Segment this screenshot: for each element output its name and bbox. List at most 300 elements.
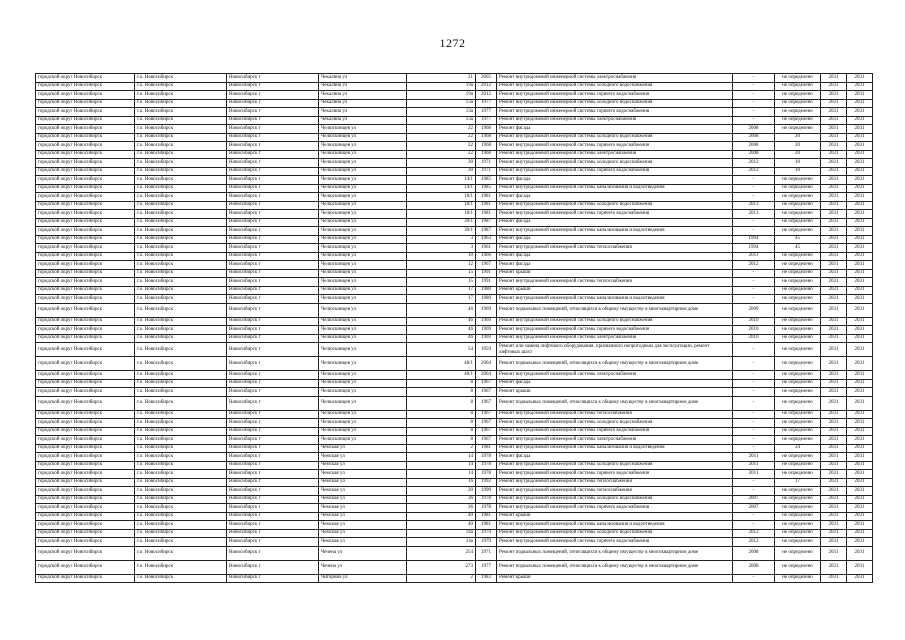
- cell-house: 254: [407, 546, 476, 560]
- cell-last-repair-year: -: [733, 478, 775, 487]
- cell-municipality: городской округ Новосибирск: [36, 82, 135, 91]
- cell-plan-end: 2031: [847, 427, 873, 436]
- cell-municipality: городской округ Новосибирск: [36, 529, 135, 538]
- cell-last-repair-year: -: [733, 388, 775, 397]
- cell-plan-end: 2031: [847, 444, 873, 453]
- cell-wear: не определено: [775, 116, 821, 125]
- cell-plan-end: 2031: [847, 133, 873, 142]
- cell-work-type: Ремонт фасада: [497, 193, 733, 202]
- cell-year: 1969: [476, 334, 497, 343]
- cell-plan-end: 2031: [847, 504, 873, 513]
- cell-plan-start: 2031: [821, 99, 847, 108]
- cell-plan-start: 2031: [821, 201, 847, 210]
- cell-street: Челюскинцев ул: [319, 303, 407, 317]
- cell-city: Новосибирск г: [227, 546, 319, 560]
- cell-street: Челюскинцев ул: [319, 201, 407, 210]
- cell-house: 22: [407, 150, 476, 159]
- cell-work-type: Ремонт внутридомовой инженерной системы теплоснабжения: [497, 244, 733, 253]
- cell-wear: не определено: [775, 357, 821, 371]
- cell-plan-start: 2031: [821, 546, 847, 560]
- cell-last-repair-year: -: [733, 269, 775, 278]
- cell-district: г.о. Новосибирск: [135, 116, 227, 125]
- cell-year: 1967: [476, 410, 497, 419]
- cell-municipality: городской округ Новосибирск: [36, 159, 135, 168]
- cell-district: г.о. Новосибирск: [135, 235, 227, 244]
- cell-district: г.о. Новосибирск: [135, 317, 227, 326]
- table-row: [36, 261, 873, 270]
- cell-year: 1979: [476, 538, 497, 547]
- cell-city: Новосибирск г: [227, 210, 319, 219]
- cell-house: 30/1: [407, 218, 476, 227]
- table-row: [36, 201, 873, 210]
- cell-plan-start: 2031: [821, 357, 847, 371]
- cell-house: 14: [407, 453, 476, 462]
- cell-house: 46: [407, 334, 476, 343]
- cell-municipality: городской округ Новосибирск: [36, 125, 135, 134]
- cell-work-type: Ремонт фасада: [497, 261, 733, 270]
- cell-last-repair-year: -: [733, 574, 775, 583]
- cell-plan-end: 2031: [847, 396, 873, 410]
- cell-last-repair-year: 2009: [733, 303, 775, 317]
- cell-work-type: Ремонт внутридомовой инженерной системы канализования и водоотведения: [497, 521, 733, 530]
- cell-municipality: городской округ Новосибирск: [36, 478, 135, 487]
- cell-last-repair-year: 2011: [733, 252, 775, 261]
- table-row: [36, 504, 873, 513]
- cell-wear: 24: [775, 444, 821, 453]
- cell-plan-start: 2031: [821, 574, 847, 583]
- cell-district: г.о. Новосибирск: [135, 444, 227, 453]
- cell-municipality: городской округ Новосибирск: [36, 244, 135, 253]
- cell-wear: не определено: [775, 521, 821, 530]
- cell-wear: 17: [775, 478, 821, 487]
- table-row: [36, 125, 873, 134]
- cell-city: Новосибирск г: [227, 371, 319, 380]
- cell-district: г.о. Новосибирск: [135, 261, 227, 270]
- cell-last-repair-year: -: [733, 427, 775, 436]
- cell-year: 1991: [476, 278, 497, 287]
- table-row: [36, 184, 873, 193]
- cell-street: Чемская ул: [319, 495, 407, 504]
- cell-wear: не определено: [775, 269, 821, 278]
- cell-municipality: городской округ Новосибирск: [36, 116, 135, 125]
- cell-municipality: городской округ Новосибирск: [36, 150, 135, 159]
- cell-municipality: городской округ Новосибирск: [36, 334, 135, 343]
- cell-street: Челюскинцев ул: [319, 176, 407, 185]
- cell-municipality: городской округ Новосибирск: [36, 108, 135, 117]
- cell-work-type: Ремонт внутридомовой инженерной системы холодного водоснабжения: [497, 529, 733, 538]
- cell-year: 1969: [476, 317, 497, 326]
- cell-plan-start: 2031: [821, 295, 847, 304]
- cell-municipality: городской округ Новосибирск: [36, 99, 135, 108]
- cell-street: Чемская ул: [319, 504, 407, 513]
- cell-year: 1979: [476, 529, 497, 538]
- cell-house: 30/1: [407, 227, 476, 236]
- cell-district: г.о. Новосибирск: [135, 278, 227, 287]
- cell-city: Новосибирск г: [227, 218, 319, 227]
- cell-municipality: городской округ Новосибирск: [36, 235, 135, 244]
- cell-wear: не определено: [775, 436, 821, 445]
- cell-street: Челюскинцев ул: [319, 193, 407, 202]
- cell-plan-end: 2031: [847, 574, 873, 583]
- cell-year: 1981: [476, 210, 497, 219]
- cell-last-repair-year: -: [733, 193, 775, 202]
- cell-district: г.о. Новосибирск: [135, 167, 227, 176]
- cell-year: 1978: [476, 461, 497, 470]
- cell-work-type: Ремонт подвальных помещений, относящихся к общему имуществу в многоквартирном доме: [497, 357, 733, 371]
- cell-work-type: Ремонт фасада: [497, 252, 733, 261]
- cell-plan-start: 2031: [821, 278, 847, 287]
- cell-last-repair-year: -: [733, 74, 775, 83]
- cell-street: Чемская ул: [319, 529, 407, 538]
- table-row: [36, 574, 873, 583]
- cell-plan-start: 2031: [821, 184, 847, 193]
- cell-street: Челюскинцев ул: [319, 317, 407, 326]
- cell-plan-start: 2031: [821, 461, 847, 470]
- table-row: [36, 357, 873, 371]
- cell-plan-end: 2031: [847, 560, 873, 574]
- cell-plan-start: 2031: [821, 453, 847, 462]
- cell-district: г.о. Новосибирск: [135, 574, 227, 583]
- cell-street: Чемская ул: [319, 461, 407, 470]
- cell-district: г.о. Новосибирск: [135, 295, 227, 304]
- cell-work-type: Ремонт внутридомовой инженерной системы электроснабжения: [497, 74, 733, 83]
- cell-district: г.о. Новосибирск: [135, 252, 227, 261]
- cell-work-type: Ремонт внутридомовой инженерной системы холодного водоснабжения: [497, 159, 733, 168]
- cell-work-type: Ремонт внутридомовой инженерной системы холодного водоснабжения: [497, 99, 733, 108]
- cell-wear: 10: [775, 159, 821, 168]
- cell-house: 36: [407, 504, 476, 513]
- cell-last-repair-year: 2012: [733, 159, 775, 168]
- cell-plan-start: 2031: [821, 286, 847, 295]
- cell-house: 48/1: [407, 357, 476, 371]
- cell-work-type: Ремонт крыши: [497, 269, 733, 278]
- cell-wear: не определено: [775, 303, 821, 317]
- cell-plan-start: 2031: [821, 560, 847, 574]
- cell-wear: не определено: [775, 546, 821, 560]
- cell-year: 1968: [476, 142, 497, 151]
- cell-municipality: городской округ Новосибирск: [36, 371, 135, 380]
- cell-work-type: Ремонт внутридомовой инженерной системы холодного водоснабжения: [497, 419, 733, 428]
- table-row: [36, 167, 873, 176]
- cell-wear: 45: [775, 235, 821, 244]
- cell-district: г.о. Новосибирск: [135, 495, 227, 504]
- cell-year: 1983: [476, 574, 497, 583]
- cell-year: 1967: [476, 379, 497, 388]
- cell-street: Челюскинцев ул: [319, 295, 407, 304]
- cell-district: г.о. Новосибирск: [135, 512, 227, 521]
- cell-plan-start: 2031: [821, 495, 847, 504]
- cell-city: Новосибирск г: [227, 529, 319, 538]
- cell-city: Новосибирск г: [227, 453, 319, 462]
- cell-work-type: Ремонт внутридомовой инженерной системы канализования и водоотведения: [497, 227, 733, 236]
- cell-last-repair-year: 2008: [733, 560, 775, 574]
- cell-house: 21: [407, 74, 476, 83]
- cell-work-type: Ремонт внутридомовой инженерной системы горячего водоснабжения: [497, 91, 733, 100]
- cell-plan-end: 2031: [847, 303, 873, 317]
- cell-work-type: Ремонт внутридомовой инженерной системы горячего водоснабжения: [497, 108, 733, 117]
- cell-year: 1963: [476, 235, 497, 244]
- cell-last-repair-year: -: [733, 108, 775, 117]
- cell-year: 2005: [476, 74, 497, 83]
- cell-last-repair-year: 2012: [733, 261, 775, 270]
- cell-work-type: Ремонт внутридомовой инженерной системы электроснабжения: [497, 334, 733, 343]
- cell-plan-start: 2031: [821, 396, 847, 410]
- cell-last-repair-year: -: [733, 286, 775, 295]
- cell-city: Новосибирск г: [227, 142, 319, 151]
- cell-plan-start: 2031: [821, 427, 847, 436]
- cell-year: 1967: [476, 427, 497, 436]
- cell-city: Новосибирск г: [227, 444, 319, 453]
- cell-plan-end: 2031: [847, 357, 873, 371]
- cell-work-type: Ремонт внутридомовой инженерной системы холодного водоснабжения: [497, 461, 733, 470]
- cell-year: 1981: [476, 444, 497, 453]
- cell-plan-start: 2031: [821, 210, 847, 219]
- cell-plan-end: 2031: [847, 343, 873, 357]
- cell-street: Чемская ул: [319, 538, 407, 547]
- cell-last-repair-year: 2012: [733, 167, 775, 176]
- cell-work-type: Ремонт внутридомовой инженерной системы горячего водоснабжения: [497, 210, 733, 219]
- table-row: [36, 295, 873, 304]
- cell-last-repair-year: 2010: [733, 317, 775, 326]
- cell-house: 46: [407, 326, 476, 335]
- cell-house: 8: [407, 379, 476, 388]
- cell-house: 13а: [407, 99, 476, 108]
- cell-district: г.о. Новосибирск: [135, 410, 227, 419]
- cell-wear: не определено: [775, 317, 821, 326]
- cell-street: Чемская ул: [319, 470, 407, 479]
- cell-work-type: Ремонт крыши: [497, 286, 733, 295]
- cell-wear: не определено: [775, 560, 821, 574]
- cell-city: Новосибирск г: [227, 150, 319, 159]
- cell-city: Новосибирск г: [227, 295, 319, 304]
- cell-city: Новосибирск г: [227, 227, 319, 236]
- cell-street: Чекалина ул: [319, 99, 407, 108]
- cell-plan-start: 2031: [821, 538, 847, 547]
- cell-house: 18/1: [407, 201, 476, 210]
- cell-plan-start: 2031: [821, 529, 847, 538]
- cell-street: Челюскинцев ул: [319, 269, 407, 278]
- table-row: [36, 74, 873, 83]
- cell-city: Новосибирск г: [227, 167, 319, 176]
- table-row: [36, 176, 873, 185]
- cell-municipality: городской округ Новосибирск: [36, 388, 135, 397]
- cell-wear: не определено: [775, 396, 821, 410]
- cell-city: Новосибирск г: [227, 286, 319, 295]
- cell-district: г.о. Новосибирск: [135, 388, 227, 397]
- table-row: [36, 396, 873, 410]
- cell-street: Челюскинцев ул: [319, 388, 407, 397]
- cell-year: 1977: [476, 560, 497, 574]
- cell-last-repair-year: -: [733, 410, 775, 419]
- cell-wear: 20: [775, 142, 821, 151]
- cell-wear: не определено: [775, 470, 821, 479]
- table-row: [36, 470, 873, 479]
- cell-municipality: городской округ Новосибирск: [36, 504, 135, 513]
- cell-plan-start: 2031: [821, 303, 847, 317]
- table-row: [36, 159, 873, 168]
- cell-wear: не определено: [775, 379, 821, 388]
- cell-street: Чемская ул: [319, 478, 407, 487]
- cell-municipality: городской округ Новосибирск: [36, 538, 135, 547]
- cell-house: 273: [407, 560, 476, 574]
- cell-street: Челюскинцев ул: [319, 278, 407, 287]
- table-row: [36, 379, 873, 388]
- cell-plan-start: 2031: [821, 504, 847, 513]
- cell-municipality: городской округ Новосибирск: [36, 470, 135, 479]
- cell-city: Новосибирск г: [227, 317, 319, 326]
- cell-city: Новосибирск г: [227, 396, 319, 410]
- cell-plan-end: 2031: [847, 150, 873, 159]
- cell-last-repair-year: 1994: [733, 235, 775, 244]
- cell-work-type: Ремонт внутридомовой инженерной системы электроснабжения: [497, 436, 733, 445]
- cell-plan-start: 2031: [821, 227, 847, 236]
- cell-year: 1992: [476, 478, 497, 487]
- cell-municipality: городской округ Новосибирск: [36, 574, 135, 583]
- cell-wear: не определено: [775, 210, 821, 219]
- cell-year: 1985: [476, 176, 497, 185]
- cell-wear: 20: [775, 133, 821, 142]
- cell-wear: не определено: [775, 487, 821, 496]
- cell-plan-end: 2031: [847, 317, 873, 326]
- cell-plan-end: 2031: [847, 478, 873, 487]
- cell-work-type: Ремонт внутридомовой инженерной системы канализования и водоотведения: [497, 444, 733, 453]
- cell-city: Новосибирск г: [227, 326, 319, 335]
- table-row: [36, 142, 873, 151]
- cell-district: г.о. Новосибирск: [135, 478, 227, 487]
- cell-last-repair-year: -: [733, 295, 775, 304]
- cell-plan-start: 2031: [821, 326, 847, 335]
- cell-work-type: Ремонт внутридомовой инженерной системы холодного водоснабжения: [497, 317, 733, 326]
- cell-wear: не определено: [775, 388, 821, 397]
- cell-plan-start: 2031: [821, 108, 847, 117]
- cell-wear: не определено: [775, 410, 821, 419]
- cell-wear: 10: [775, 167, 821, 176]
- cell-city: Новосибирск г: [227, 495, 319, 504]
- cell-last-repair-year: 1994: [733, 244, 775, 253]
- table-row: [36, 278, 873, 287]
- cell-year: 2012: [476, 91, 497, 100]
- cell-plan-end: 2031: [847, 210, 873, 219]
- table-row: [36, 150, 873, 159]
- cell-city: Новосибирск г: [227, 343, 319, 357]
- cell-district: г.о. Новосибирск: [135, 371, 227, 380]
- cell-municipality: городской округ Новосибирск: [36, 436, 135, 445]
- cell-plan-start: 2031: [821, 82, 847, 91]
- cell-district: г.о. Новосибирск: [135, 201, 227, 210]
- cell-street: Челюскинцев ул: [319, 218, 407, 227]
- cell-city: Новосибирск г: [227, 436, 319, 445]
- cell-wear: не определено: [775, 453, 821, 462]
- cell-last-repair-year: 2008: [733, 133, 775, 142]
- cell-work-type: Ремонт внутридомовой инженерной системы горячего водоснабжения: [497, 167, 733, 176]
- cell-house: 3: [407, 235, 476, 244]
- cell-house: 8: [407, 410, 476, 419]
- cell-wear: не определено: [775, 495, 821, 504]
- table-row: [36, 343, 873, 357]
- cell-municipality: городской округ Новосибирск: [36, 167, 135, 176]
- cell-district: г.о. Новосибирск: [135, 99, 227, 108]
- cell-last-repair-year: 2013: [733, 210, 775, 219]
- cell-municipality: городской округ Новосибирск: [36, 278, 135, 287]
- cell-wear: не определено: [775, 125, 821, 134]
- cell-plan-end: 2031: [847, 436, 873, 445]
- cell-work-type: Ремонт внутридомовой инженерной системы электроснабжения: [497, 116, 733, 125]
- cell-district: г.о. Новосибирск: [135, 521, 227, 530]
- cell-house: 15: [407, 278, 476, 287]
- cell-plan-start: 2031: [821, 388, 847, 397]
- table-row: [36, 227, 873, 236]
- cell-plan-end: 2031: [847, 538, 873, 547]
- cell-street: Челюскинцев ул: [319, 244, 407, 253]
- repair-schedule-table: [35, 73, 873, 583]
- cell-plan-end: 2031: [847, 82, 873, 91]
- cell-wear: не определено: [775, 91, 821, 100]
- cell-plan-start: 2031: [821, 371, 847, 380]
- cell-wear: не определено: [775, 419, 821, 428]
- cell-municipality: городской округ Новосибирск: [36, 343, 135, 357]
- cell-year: 1978: [476, 453, 497, 462]
- cell-house: 12: [407, 261, 476, 270]
- cell-plan-end: 2031: [847, 487, 873, 496]
- cell-last-repair-year: 2011: [733, 470, 775, 479]
- cell-work-type: Ремонт внутридомовой инженерной системы горячего водоснабжения: [497, 504, 733, 513]
- cell-last-repair-year: -: [733, 99, 775, 108]
- cell-house: 22: [407, 125, 476, 134]
- cell-wear: не определено: [775, 252, 821, 261]
- cell-year: 1987: [476, 227, 497, 236]
- cell-district: г.о. Новосибирск: [135, 334, 227, 343]
- table-row: [36, 419, 873, 428]
- cell-city: Новосибирск г: [227, 512, 319, 521]
- cell-plan-start: 2031: [821, 444, 847, 453]
- cell-plan-end: 2031: [847, 176, 873, 185]
- cell-plan-end: 2031: [847, 326, 873, 335]
- cell-house: 22: [407, 142, 476, 151]
- cell-plan-end: 2031: [847, 278, 873, 287]
- cell-work-type: Ремонт внутридомовой инженерной системы горячего водоснабжения: [497, 470, 733, 479]
- cell-house: 15: [407, 269, 476, 278]
- cell-last-repair-year: -: [733, 116, 775, 125]
- cell-house: 14а: [407, 529, 476, 538]
- cell-last-repair-year: 2012: [733, 529, 775, 538]
- cell-wear: не определено: [775, 461, 821, 470]
- table-row: [36, 546, 873, 560]
- cell-street: Челюскинцев ул: [319, 252, 407, 261]
- cell-plan-start: 2031: [821, 521, 847, 530]
- cell-year: 1971: [476, 167, 497, 176]
- table-row: [36, 444, 873, 453]
- cell-year: 1968: [476, 133, 497, 142]
- cell-street: Челюскинцев ул: [319, 357, 407, 371]
- cell-municipality: городской округ Новосибирск: [36, 218, 135, 227]
- cell-house: 8: [407, 419, 476, 428]
- cell-city: Новосибирск г: [227, 487, 319, 496]
- cell-year: 1981: [476, 193, 497, 202]
- cell-municipality: городской округ Новосибирск: [36, 461, 135, 470]
- cell-wear: не определено: [775, 201, 821, 210]
- table-row: [36, 108, 873, 117]
- cell-work-type: Ремонт внутридомовой инженерной системы канализования и водоотведения: [497, 295, 733, 304]
- cell-year: 1985: [476, 184, 497, 193]
- cell-district: г.о. Новосибирск: [135, 108, 227, 117]
- cell-municipality: городской округ Новосибирск: [36, 210, 135, 219]
- cell-plan-start: 2031: [821, 91, 847, 100]
- cell-district: г.о. Новосибирск: [135, 379, 227, 388]
- cell-house: 8: [407, 388, 476, 397]
- cell-house: 2: [407, 444, 476, 453]
- cell-municipality: городской округ Новосибирск: [36, 303, 135, 317]
- cell-plan-end: 2031: [847, 235, 873, 244]
